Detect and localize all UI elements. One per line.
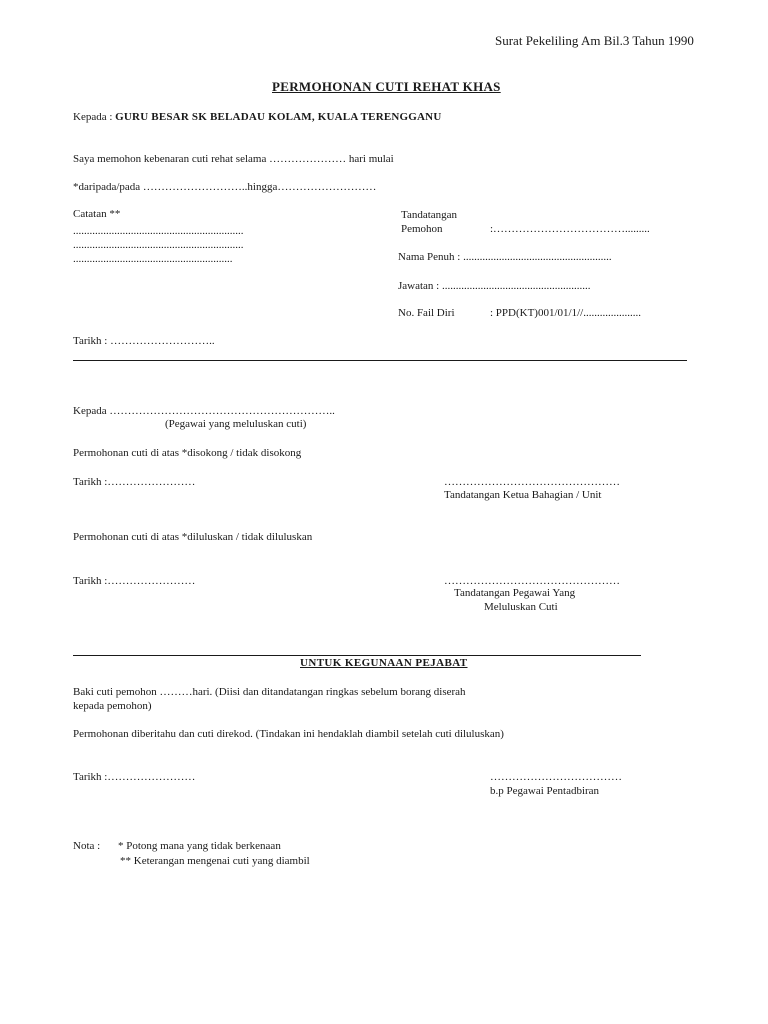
office-heading-text: UNTUK KEGUNAAN PEJABAT: [300, 657, 468, 669]
catatan-line-2: ..............................................................: [73, 239, 244, 251]
nota-item-2: ** Keterangan mengenai cuti yang diambil: [120, 855, 310, 867]
no-fail-label: No. Fail Diri: [398, 307, 455, 319]
catatan-line-3: ..........................................................: [73, 253, 233, 265]
signature-dots-pegawai: …………………………………………: [444, 575, 620, 587]
form-title-text: PERMOHONAN CUTI REHAT KHAS: [272, 79, 501, 94]
tarikh-field-3: Tarikh :……………………: [73, 575, 196, 587]
kepada-label: Kepada :: [73, 111, 113, 123]
signature-label-1: Tandatangan: [401, 209, 458, 221]
date-range-line: *daripada/pada ………………………..hingga………………………: [73, 181, 377, 193]
jawatan-field: Jawatan : ......................................................: [398, 280, 591, 292]
signature-label-pegawai-2: Meluluskan Cuti: [484, 601, 558, 613]
signature-label-pegawai-1: Tandatangan Pegawai Yang: [454, 587, 576, 599]
kepada-row: [73, 111, 441, 124]
nama-penuh-field: Nama Penuh : ......................................................: [398, 251, 612, 263]
signature-field: :……………………………….........: [490, 223, 650, 235]
signature-label-ketua: Tandatangan Ketua Bahagian / Unit: [444, 489, 602, 501]
disokong-line: Permohonan cuti di atas *disokong / tidak disokong: [73, 447, 302, 459]
section-divider-1: [73, 360, 687, 361]
tarikh-field-4: Tarikh :……………………: [73, 771, 196, 783]
signature-dots-pentadbiran: ………………………………: [490, 771, 622, 783]
pegawai-note: (Pegawai yang meluluskan cuti): [165, 418, 307, 430]
catatan-label: Catatan **: [73, 208, 121, 220]
form-title: [272, 79, 501, 94]
signature-label-pentadbiran: b.p Pegawai Pentadbiran: [490, 785, 600, 797]
baki-line-2: kepada pemohon): [73, 700, 152, 712]
kepada-recipient: GURU BESAR SK BELADAU KOLAM, KUALA TERENGGANU: [115, 111, 442, 123]
no-fail-field: : PPD(KT)001/01/1//.....................: [490, 307, 641, 319]
office-heading: [300, 657, 468, 670]
diluluskan-line: Permohonan cuti di atas *diluluskan / tidak diluluskan: [73, 531, 313, 543]
tarikh-field-2: Tarikh :……………………: [73, 476, 196, 488]
catatan-line-1: ..............................................................: [73, 225, 244, 237]
nota-item-1: * Potong mana yang tidak berkenaan: [118, 840, 281, 852]
signature-dots-ketua: …………………………………………: [444, 476, 620, 488]
tarikh-field-1: Tarikh : ………………………..: [73, 335, 215, 347]
section-divider-2: [73, 655, 641, 656]
kepada-line-2: Kepada ……………………………………………………..: [73, 405, 335, 417]
nota-label: Nota :: [73, 840, 101, 852]
rekod-line: Permohonan diberitahu dan cuti direkod. (Tindakan ini hendaklah diambil setelah cuti diluluskan): [73, 728, 504, 740]
signature-label-2: Pemohon: [401, 223, 443, 235]
request-line: Saya memohon kebenaran cuti rehat selama ………………… hari mulai: [73, 153, 394, 165]
baki-line-1: Baki cuti pemohon ………hari. (Diisi dan ditandatangan ringkas sebelum borang diserah: [73, 686, 466, 698]
reference-header: Surat Pekeliling Am Bil.3 Tahun 1990: [495, 33, 694, 48]
